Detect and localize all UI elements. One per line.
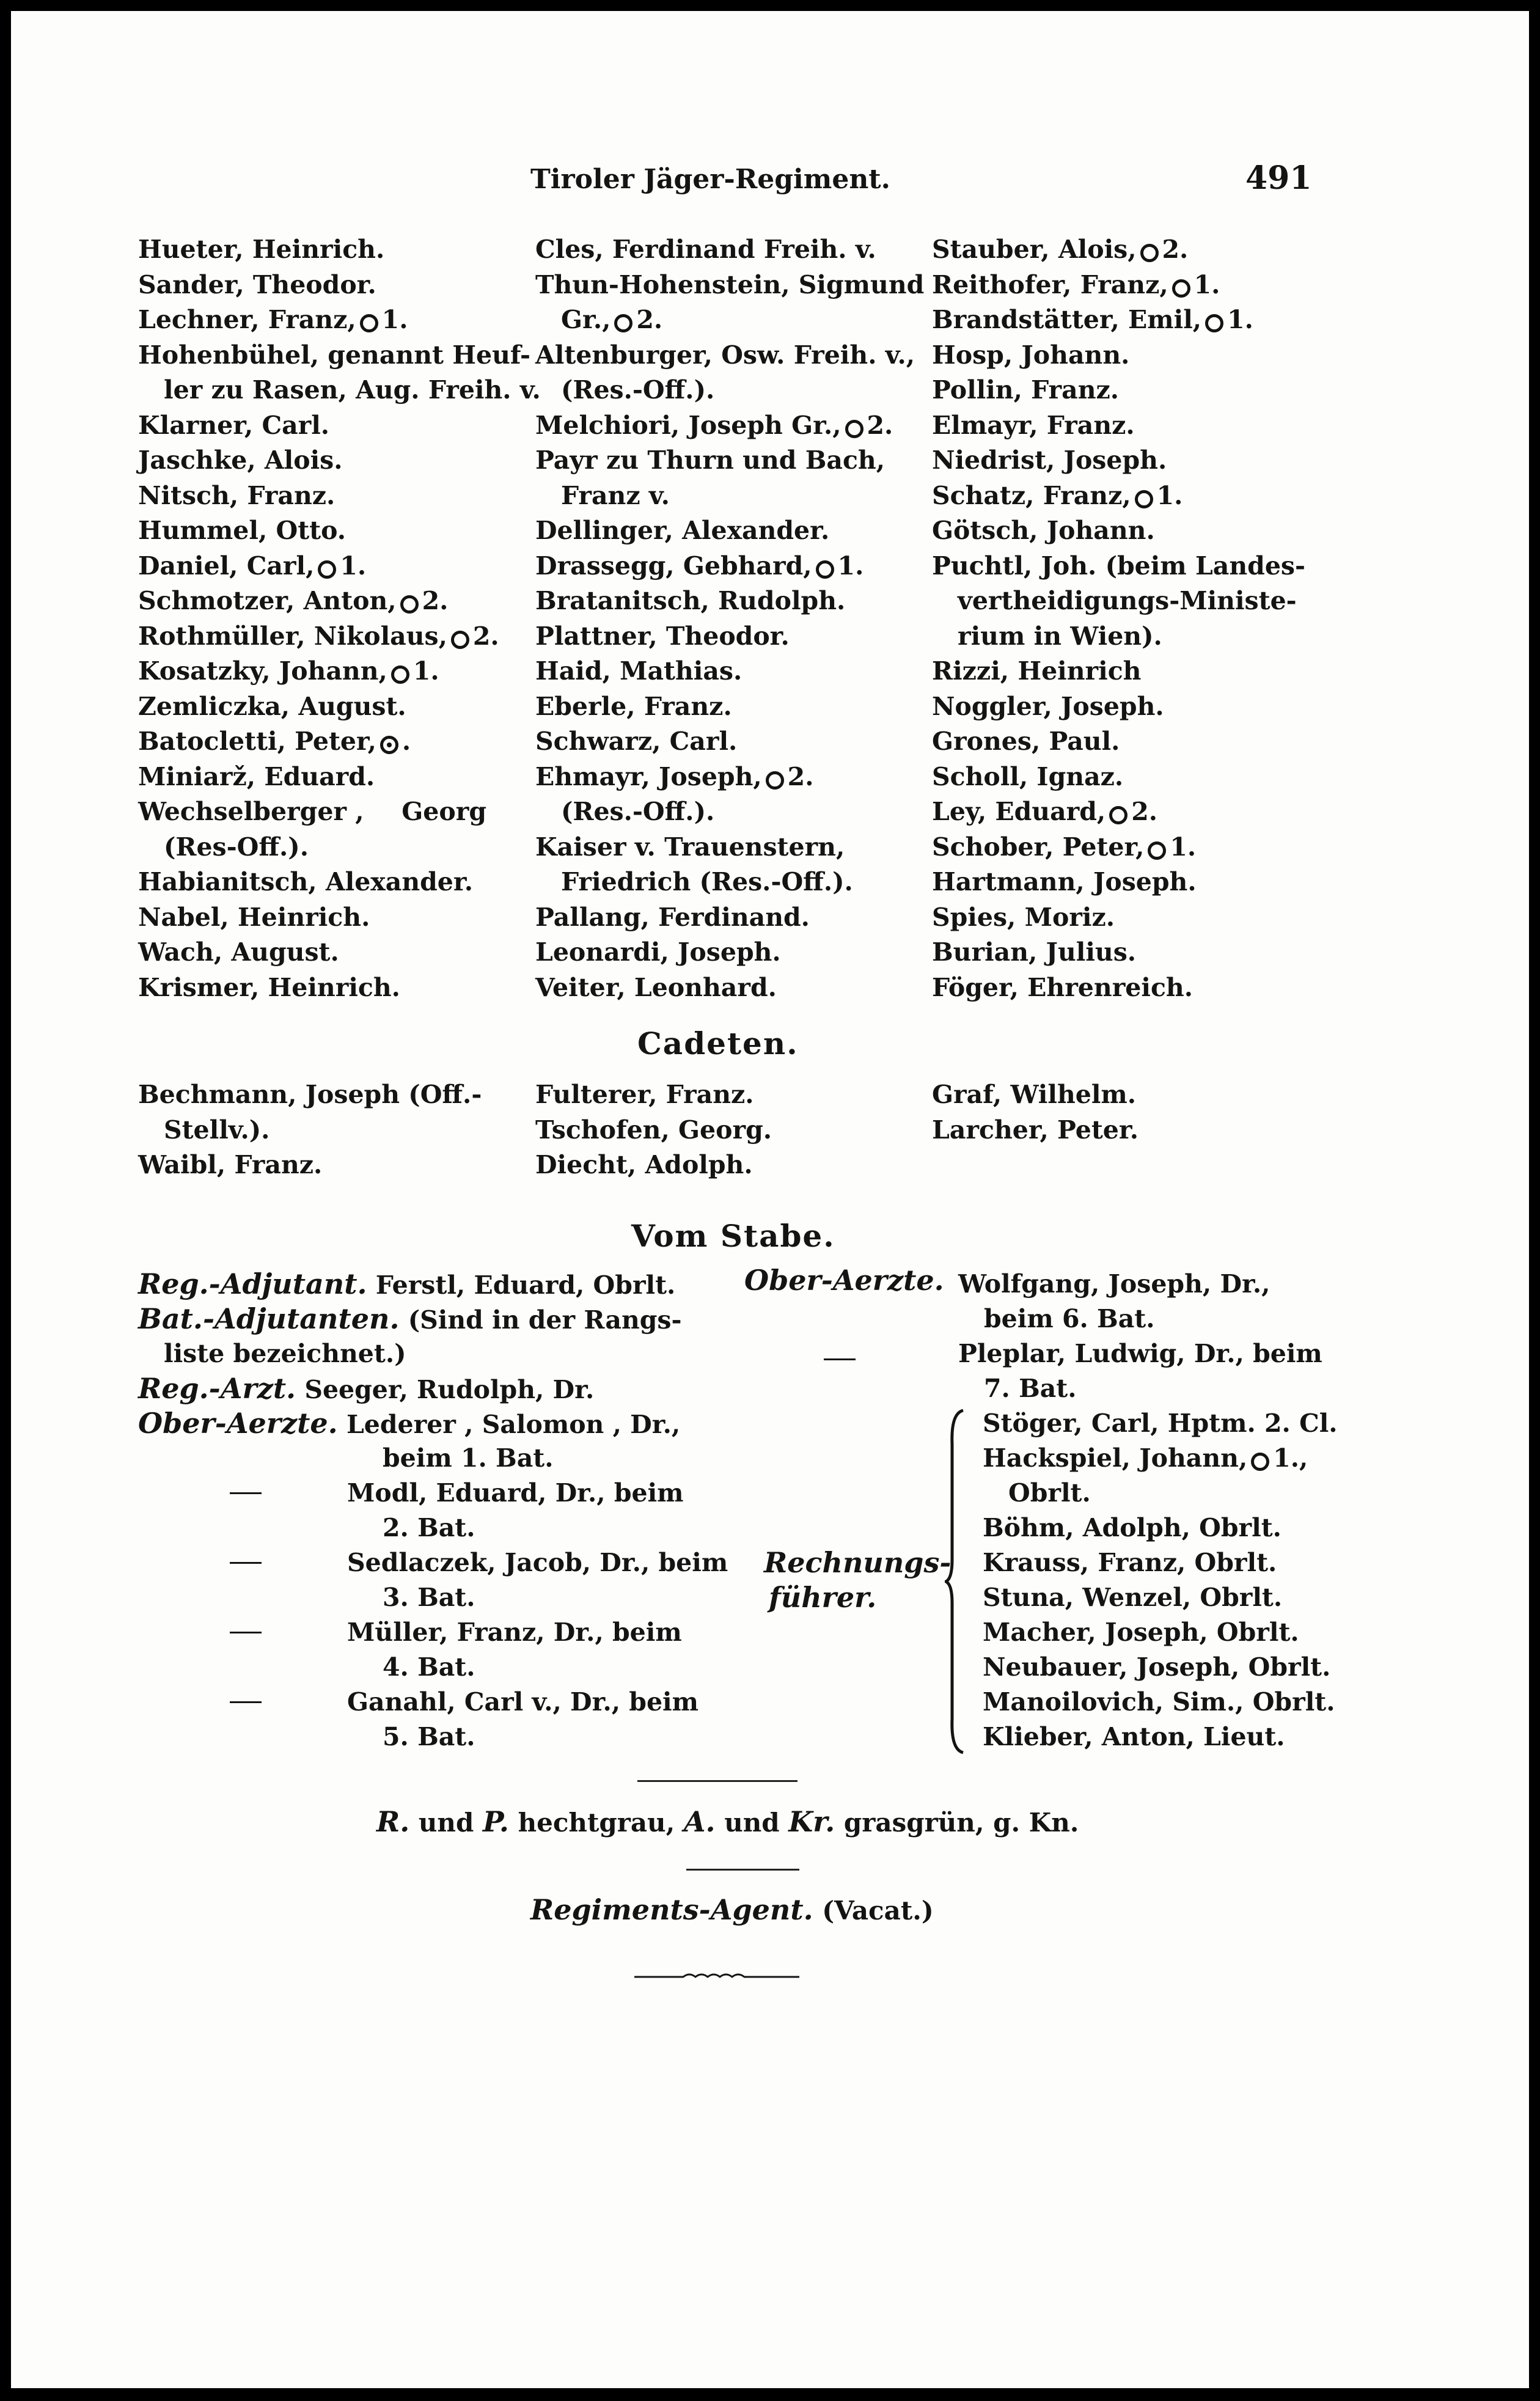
roster-entry bbox=[932, 478, 1323, 514]
roster-entry bbox=[138, 1077, 486, 1113]
order-circle-icon bbox=[816, 560, 834, 579]
rechnungsfuehrer-1: Stöger, Carl, Hptm. 2. Cl. bbox=[983, 1409, 1338, 1438]
rechnungsfuehrer-label-cont: führer. bbox=[769, 1581, 877, 1614]
roster-entry bbox=[535, 724, 902, 760]
uniform-r: R. bbox=[376, 1805, 410, 1838]
order-class: 2. bbox=[422, 586, 449, 615]
page-number: 491 bbox=[1245, 159, 1312, 197]
entry-name: Waibl, Franz. bbox=[138, 1150, 323, 1179]
uniform-a: A. bbox=[683, 1805, 716, 1838]
roster-entry bbox=[138, 443, 486, 478]
cadeten-heading: Cadeten. bbox=[637, 1025, 799, 1061]
roster-entry bbox=[535, 302, 902, 338]
entry-name: Hosp, Johann. bbox=[932, 340, 1130, 370]
order-class: 2. bbox=[472, 621, 499, 651]
reg-arzt-label: Reg.-Arzt. bbox=[138, 1372, 296, 1405]
roster-entry bbox=[535, 900, 902, 936]
agent-value: (Vacat.) bbox=[822, 1896, 934, 1926]
uniform-color-2: grasgrün, g. Kn. bbox=[843, 1808, 1079, 1838]
order-class: 2. bbox=[867, 410, 893, 440]
ober-arzt-4-cont: 4. Bat. bbox=[383, 1652, 475, 1682]
order-circle-icon bbox=[1140, 244, 1159, 262]
rechnungsfuehrer-2: Hackspiel, Johann, bbox=[983, 1443, 1248, 1473]
roster-entry bbox=[138, 865, 486, 900]
roster-entry bbox=[535, 654, 902, 689]
ditto-dash bbox=[230, 1492, 262, 1494]
roster-entry bbox=[932, 443, 1323, 478]
roster-entry bbox=[138, 268, 486, 303]
entry-name: Gr., bbox=[561, 305, 611, 334]
ditto-dash bbox=[824, 1358, 856, 1360]
order-class: 1. bbox=[340, 551, 367, 581]
ober-arzt-7: Pleplar, Ludwig, Dr., beim bbox=[958, 1339, 1322, 1368]
running-header: Tiroler Jäger-Regiment. bbox=[530, 164, 890, 195]
rechnungsfuehrer-2-class: 1., bbox=[1273, 1443, 1308, 1473]
roster-entry bbox=[138, 900, 486, 936]
entry-name: Batocletti, Peter, bbox=[138, 727, 376, 756]
ober-aerzte-label: Ober-Aerzte. bbox=[138, 1407, 338, 1440]
entry-name: Krismer, Heinrich. bbox=[138, 972, 400, 1002]
rechnungsfuehrer-5: Stuna, Wenzel, Obrlt. bbox=[983, 1583, 1283, 1612]
entry-name: vertheidigungs-Ministe- bbox=[958, 586, 1297, 615]
roster-entry bbox=[535, 689, 902, 725]
roster-entry bbox=[535, 830, 902, 865]
roster-entry bbox=[535, 1077, 902, 1113]
entry-name: Veiter, Leonhard. bbox=[535, 972, 777, 1002]
bat-adjutanten-label: Bat.-Adjutanten. bbox=[138, 1302, 400, 1335]
roster-entry bbox=[138, 478, 486, 514]
entry-name: Götsch, Johann. bbox=[932, 516, 1155, 545]
order-circle-icon bbox=[766, 771, 784, 790]
order-class: 1. bbox=[837, 551, 864, 581]
divider bbox=[686, 1869, 799, 1871]
entry-name: Bechmann, Joseph (Off.- bbox=[138, 1080, 482, 1109]
ober-arzt-2-cont: 2. Bat. bbox=[383, 1513, 475, 1542]
reg-arzt: Seeger, Rudolph, Dr. bbox=[304, 1375, 595, 1404]
entry-name: Nabel, Heinrich. bbox=[138, 902, 370, 932]
bat-adjutanten-text: (Sind in der Rangs- bbox=[408, 1305, 682, 1335]
entry-name: (Res.-Off.). bbox=[561, 797, 715, 826]
roster-entry bbox=[535, 549, 902, 584]
order-class: 1. bbox=[1156, 480, 1183, 510]
entry-name: Zemliczka, August. bbox=[138, 691, 406, 721]
order-circle-icon bbox=[1172, 279, 1190, 298]
entry-name: Haid, Mathias. bbox=[535, 656, 743, 686]
order-class: 1. bbox=[1227, 305, 1253, 334]
entry-name: Nitsch, Franz. bbox=[138, 480, 336, 510]
entry-name: Ley, Eduard, bbox=[932, 797, 1106, 826]
entry-name: Hueter, Heinrich. bbox=[138, 235, 385, 264]
order-circle-icon bbox=[845, 420, 864, 438]
entry-name: Klarner, Carl. bbox=[138, 410, 330, 440]
entry-name: Drassegg, Gebhard, bbox=[535, 551, 812, 581]
roster-entry bbox=[535, 584, 902, 619]
ornament-rule-icon bbox=[634, 1970, 799, 1982]
ober-arzt-3: Sedlaczek, Jacob, Dr., beim bbox=[347, 1548, 728, 1577]
ober-arzt-4: Müller, Franz, Dr., beim bbox=[347, 1618, 682, 1647]
roster-entry bbox=[535, 1148, 902, 1183]
roster-entry bbox=[535, 1113, 902, 1148]
agent-line bbox=[530, 1893, 934, 1926]
rechnungsfuehrer-7: Neubauer, Joseph, Obrlt. bbox=[983, 1652, 1331, 1682]
order-class: . bbox=[402, 727, 411, 756]
roster-entry bbox=[138, 302, 486, 338]
entry-name: Elmayr, Franz. bbox=[932, 410, 1135, 440]
roster-entry bbox=[535, 408, 902, 444]
order-class: 2. bbox=[1131, 797, 1158, 826]
entry-name: Pallang, Ferdinand. bbox=[535, 902, 810, 932]
roster-entry bbox=[138, 513, 486, 549]
order-class: 2. bbox=[636, 305, 663, 334]
entry-name: Payr zu Thurn und Bach, bbox=[535, 445, 885, 475]
roster-entry bbox=[138, 830, 486, 865]
entry-name: Scholl, Ignaz. bbox=[932, 761, 1124, 791]
rechnungsfuehrer-8: Manoilovich, Sim., Obrlt. bbox=[983, 1687, 1335, 1717]
entry-name: Puchtl, Joh. (beim Landes- bbox=[932, 551, 1306, 581]
order-circle-icon bbox=[380, 736, 398, 754]
roster-entry bbox=[138, 1148, 486, 1183]
order-circle-icon bbox=[360, 314, 378, 332]
entry-name: Tschofen, Georg. bbox=[535, 1115, 772, 1145]
roster-entry bbox=[535, 232, 902, 268]
roster-entry bbox=[535, 970, 902, 1006]
entry-name: Föger, Ehrenreich. bbox=[932, 972, 1193, 1002]
stab-right bbox=[958, 1267, 1338, 1754]
entry-name: Grones, Paul. bbox=[932, 727, 1120, 756]
entry-name: Hartmann, Joseph. bbox=[932, 867, 1197, 896]
reg-adjutant: Ferstl, Eduard, Obrlt. bbox=[375, 1270, 676, 1300]
roster-entry bbox=[932, 900, 1323, 936]
entry-name: Kosatzky, Johann, bbox=[138, 656, 387, 686]
roster-entry bbox=[535, 865, 902, 900]
entry-name: Daniel, Carl, bbox=[138, 551, 315, 581]
rechnungsfuehrer-4: Krauss, Franz, Obrlt. bbox=[983, 1548, 1277, 1577]
order-class: 1. bbox=[413, 656, 439, 686]
entry-name: Reithofer, Franz, bbox=[932, 269, 1168, 299]
uniform-und: und bbox=[418, 1808, 474, 1838]
uniform-kr: Kr. bbox=[788, 1805, 835, 1838]
roster-entry bbox=[932, 1077, 1323, 1113]
ditto-dash bbox=[230, 1701, 262, 1703]
roster-entry bbox=[138, 549, 486, 584]
entry-name: (Res-Off.). bbox=[164, 832, 309, 862]
entry-name: Altenburger, Osw. Freih. v., bbox=[535, 340, 915, 370]
roster-entry bbox=[535, 478, 902, 514]
stab-heading: Vom Stabe. bbox=[631, 1218, 835, 1254]
roster-entry bbox=[932, 232, 1323, 268]
entry-name: Noggler, Joseph. bbox=[932, 691, 1164, 721]
roster-entry bbox=[535, 760, 902, 795]
roster-entry bbox=[932, 549, 1323, 584]
order-class: 1. bbox=[1170, 832, 1197, 862]
entry-name: Friedrich (Res.-Off.). bbox=[561, 867, 853, 896]
entry-name: Sander, Theodor. bbox=[138, 269, 376, 299]
entry-name: Rizzi, Heinrich bbox=[932, 656, 1142, 686]
bat-adjutanten-text-cont: liste bezeichnet.) bbox=[164, 1339, 406, 1368]
entry-name: Schwarz, Carl. bbox=[535, 727, 738, 756]
roster-entry bbox=[535, 935, 902, 970]
roster-entry bbox=[138, 654, 486, 689]
entry-name: Melchiori, Joseph Gr., bbox=[535, 410, 842, 440]
rechnungsfuehrer-9: Klieber, Anton, Lieut. bbox=[983, 1722, 1285, 1751]
entry-name: Larcher, Peter. bbox=[932, 1115, 1138, 1145]
roster-entry bbox=[535, 373, 902, 408]
roster-entry bbox=[535, 338, 915, 373]
entry-name: rium in Wien). bbox=[958, 621, 1162, 651]
ditto-dash bbox=[230, 1632, 262, 1633]
entry-name: Eberle, Franz. bbox=[535, 691, 732, 721]
entry-name: Jaschke, Alois. bbox=[138, 445, 343, 475]
order-circle-icon bbox=[1109, 806, 1128, 824]
roster-entry bbox=[932, 584, 1323, 619]
entry-name: Hummel, Otto. bbox=[138, 516, 346, 545]
entry-name: Hohenbühel, genannt Heuf- bbox=[138, 340, 531, 370]
roster-entry bbox=[138, 338, 531, 373]
ober-arzt-3-cont: 3. Bat. bbox=[383, 1583, 475, 1612]
cadeten-column-2 bbox=[535, 1077, 902, 1183]
order-class: 2. bbox=[787, 761, 814, 791]
roster-entry bbox=[138, 232, 486, 268]
entry-name: ler zu Rasen, Aug. Freih. v. bbox=[164, 375, 541, 405]
order-circle-icon bbox=[318, 560, 336, 579]
roster-entry bbox=[535, 443, 902, 478]
roster-entry bbox=[535, 513, 902, 549]
roster-entry bbox=[138, 689, 486, 725]
entry-name: Niedrist, Joseph. bbox=[932, 445, 1167, 475]
order-circle-icon bbox=[1251, 1453, 1269, 1471]
order-circle-icon bbox=[1205, 314, 1223, 332]
stab-left bbox=[138, 1267, 728, 1754]
entry-name: Graf, Wilhelm. bbox=[932, 1080, 1137, 1109]
roster-entry bbox=[932, 654, 1323, 689]
entry-name: Rothmüller, Nikolaus, bbox=[138, 621, 447, 651]
rechnungsfuehrer-label: Rechnungs- bbox=[764, 1546, 952, 1579]
entry-name: Schatz, Franz, bbox=[932, 480, 1131, 510]
roster-entry bbox=[138, 935, 486, 970]
roster-entry bbox=[535, 268, 925, 303]
entry-name: Kaiser v. Trauenstern, bbox=[535, 832, 845, 862]
order-circle-icon bbox=[451, 631, 469, 649]
order-class: 1. bbox=[1194, 269, 1220, 299]
entry-name: Schober, Peter, bbox=[932, 832, 1145, 862]
ober-arzt-1: Lederer , Salomon , Dr., bbox=[346, 1410, 681, 1439]
ober-arzt-5-cont: 5. Bat. bbox=[383, 1722, 475, 1751]
entry-name: (Res.-Off.). bbox=[561, 375, 715, 405]
entry-name: Diecht, Adolph. bbox=[535, 1150, 753, 1179]
entry-name: Ehmayr, Joseph, bbox=[535, 761, 762, 791]
entry-name: Plattner, Theodor. bbox=[535, 621, 790, 651]
entry-name: Leonardi, Joseph. bbox=[535, 937, 781, 967]
uniform-line bbox=[376, 1805, 1079, 1838]
roster-entry bbox=[138, 970, 486, 1006]
order-circle-icon bbox=[391, 665, 409, 684]
order-class: 1. bbox=[381, 305, 408, 334]
cadeten-column-3 bbox=[932, 1077, 1323, 1148]
uniform-color-1: hechtgrau, bbox=[518, 1808, 675, 1838]
entry-name: Burian, Julius. bbox=[932, 937, 1137, 967]
roster-entry bbox=[932, 338, 1323, 373]
divider bbox=[637, 1780, 798, 1782]
roster-entry bbox=[932, 513, 1323, 549]
entry-name: Franz v. bbox=[561, 480, 670, 510]
entry-name: Habianitsch, Alexander. bbox=[138, 867, 473, 896]
roster-entry bbox=[932, 794, 1323, 830]
entry-name: Spies, Moriz. bbox=[932, 902, 1115, 932]
order-circle-icon bbox=[614, 314, 632, 332]
ober-arzt-2: Modl, Eduard, Dr., beim bbox=[347, 1478, 684, 1508]
roster-entry bbox=[932, 689, 1323, 725]
right-ober-aerzte-label: Ober-Aerzte. bbox=[744, 1264, 944, 1297]
roster-entry bbox=[932, 935, 1323, 970]
roster-column-2 bbox=[535, 232, 925, 1005]
roster-entry bbox=[932, 1113, 1323, 1148]
roster-entry bbox=[932, 865, 1323, 900]
ober-arzt-6-cont: beim 6. Bat. bbox=[984, 1304, 1155, 1333]
roster-entry bbox=[932, 373, 1323, 408]
entry-name-right: Georg bbox=[402, 797, 486, 826]
entry-name: Fulterer, Franz. bbox=[535, 1080, 754, 1109]
entry-name: Lechner, Franz, bbox=[138, 305, 356, 334]
roster-entry bbox=[138, 724, 486, 760]
roster-entry bbox=[535, 794, 902, 830]
order-circle-icon bbox=[400, 595, 419, 614]
roster-entry bbox=[138, 584, 486, 619]
roster-entry bbox=[932, 302, 1323, 338]
order-class: 2. bbox=[1162, 235, 1189, 264]
entry-name: Stellv.). bbox=[164, 1115, 270, 1145]
entry-name: Cles, Ferdinand Freih. v. bbox=[535, 235, 876, 264]
roster-entry bbox=[138, 760, 486, 795]
roster-entry bbox=[138, 619, 499, 654]
cadeten-column-1 bbox=[138, 1077, 486, 1183]
roster-entry bbox=[932, 724, 1323, 760]
ober-arzt-1-cont: beim 1. Bat. bbox=[383, 1443, 554, 1473]
entry-name: Dellinger, Alexander. bbox=[535, 516, 830, 545]
book-page bbox=[11, 11, 1529, 2388]
roster-entry bbox=[932, 760, 1323, 795]
roster-column-1 bbox=[138, 232, 541, 1005]
roster-entry bbox=[932, 268, 1323, 303]
order-circle-icon bbox=[1135, 490, 1153, 508]
agent-label: Regiments-Agent. bbox=[530, 1893, 813, 1926]
entry-name: Stauber, Alois, bbox=[932, 235, 1137, 264]
reg-adjutant-label: Reg.-Adjutant. bbox=[138, 1267, 367, 1300]
uniform-p: P. bbox=[482, 1805, 509, 1838]
entry-name: Schmotzer, Anton, bbox=[138, 586, 397, 615]
order-circle-icon bbox=[1148, 841, 1166, 860]
entry-name: Wach, August. bbox=[138, 937, 339, 967]
rechnungsfuehrer-6: Macher, Joseph, Obrlt. bbox=[983, 1618, 1299, 1647]
ober-arzt-6: Wolfgang, Joseph, Dr., bbox=[958, 1269, 1270, 1299]
entry-name: Pollin, Franz. bbox=[932, 375, 1120, 405]
roster-entry bbox=[138, 373, 541, 408]
roster-entry bbox=[138, 794, 486, 830]
roster-column-3 bbox=[932, 232, 1323, 1005]
roster-entry bbox=[932, 970, 1323, 1006]
roster-entry bbox=[535, 619, 902, 654]
roster-entry bbox=[138, 408, 486, 444]
roster-entry bbox=[932, 830, 1323, 865]
entry-name: Thun-Hohenstein, Sigmund bbox=[535, 269, 925, 299]
roster-entry bbox=[932, 619, 1323, 654]
entry-name: Bratanitsch, Rudolph. bbox=[535, 586, 846, 615]
ober-arzt-5: Ganahl, Carl v., Dr., beim bbox=[347, 1687, 698, 1717]
roster-entry bbox=[932, 408, 1323, 444]
ditto-dash bbox=[230, 1562, 262, 1564]
uniform-und: und bbox=[724, 1808, 780, 1838]
entry-name: Miniarž, Eduard. bbox=[138, 761, 375, 791]
entry-name: Brandstätter, Emil, bbox=[932, 305, 1202, 334]
entry-name: Wechselberger , bbox=[138, 797, 364, 826]
rechnungsfuehrer-3: Böhm, Adolph, Obrlt. bbox=[983, 1513, 1282, 1542]
ober-arzt-7-cont: 7. Bat. bbox=[984, 1374, 1077, 1403]
roster-entry bbox=[138, 1113, 486, 1148]
rechnungsfuehrer-2-cont: Obrlt. bbox=[1008, 1478, 1091, 1508]
